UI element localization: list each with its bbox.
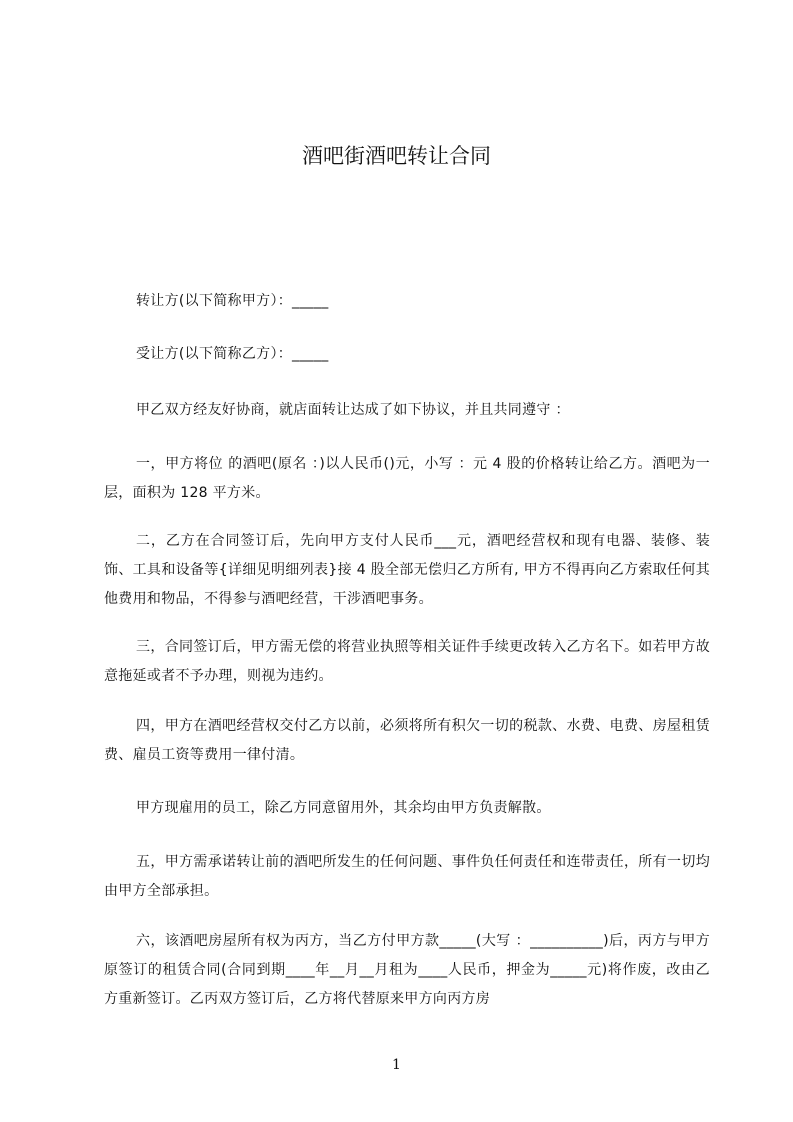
paragraph-clause-2: 二，乙方在合同签订后，先向甲方支付人民币___元，酒吧经营权和现有电器、装修、装饰、工具和设备等{详细见明细列表}接 4 股全部无偿归乙方所有, 甲方不得再向乙方索取任何其他费用和物品，不得参与酒吧经营，干涉酒吧事务。 bbox=[104, 533, 710, 607]
paragraph-preamble: 甲乙双方经友好协商，就店面转让达成了如下协议，并且共同遵守 ： bbox=[136, 402, 570, 418]
paragraph-clause-6: 六，该酒吧房屋所有权为丙方，当乙方付甲方款_____(大写 ：__________)后，丙方与甲方原签订的租赁合同(合同到期____年__月__月租为____人民币，押金为_____元)将作废，改由乙方重新签订。乙丙双方签订后，乙方将代替原来甲方向丙方房 bbox=[104, 933, 710, 1007]
paragraph-staff: 甲方现雇用的员工，除乙方同意留用外，其余均由甲方负责解散。 bbox=[136, 800, 551, 816]
page-number: 1 bbox=[392, 1057, 401, 1073]
paragraph-clause-1: 一，甲方将位 的酒吧(原名 ：)以人民币()元，小写 ：元 4 股的价格转让给乙方。酒吧为一层，面积为 128 平方米。 bbox=[104, 456, 710, 501]
paragraph-transferee: 受让方(以下简称乙方）：_____ bbox=[136, 346, 329, 362]
paragraph-transferor: 转让方(以下简称甲方）：_____ bbox=[136, 293, 329, 309]
paragraph-clause-4: 四，甲方在酒吧经营权交付乙方以前，必须将所有积欠一切的税款、水费、电费、房屋租赁费、雇员工资等费用一律付清。 bbox=[104, 718, 710, 763]
page-title: 酒吧街酒吧转让合同 bbox=[302, 144, 491, 168]
paragraph-clause-5: 五，甲方需承诺转让前的酒吧所发生的任何问题、事件负任何责任和连带责任，所有一切均由甲方全部承担。 bbox=[104, 854, 710, 899]
paragraph-clause-3: 三，合同签订后，甲方需无偿的将营业执照等相关证件手续更改转入乙方名下。如若甲方故意拖延或者不予办理，则视为违约。 bbox=[104, 639, 710, 684]
